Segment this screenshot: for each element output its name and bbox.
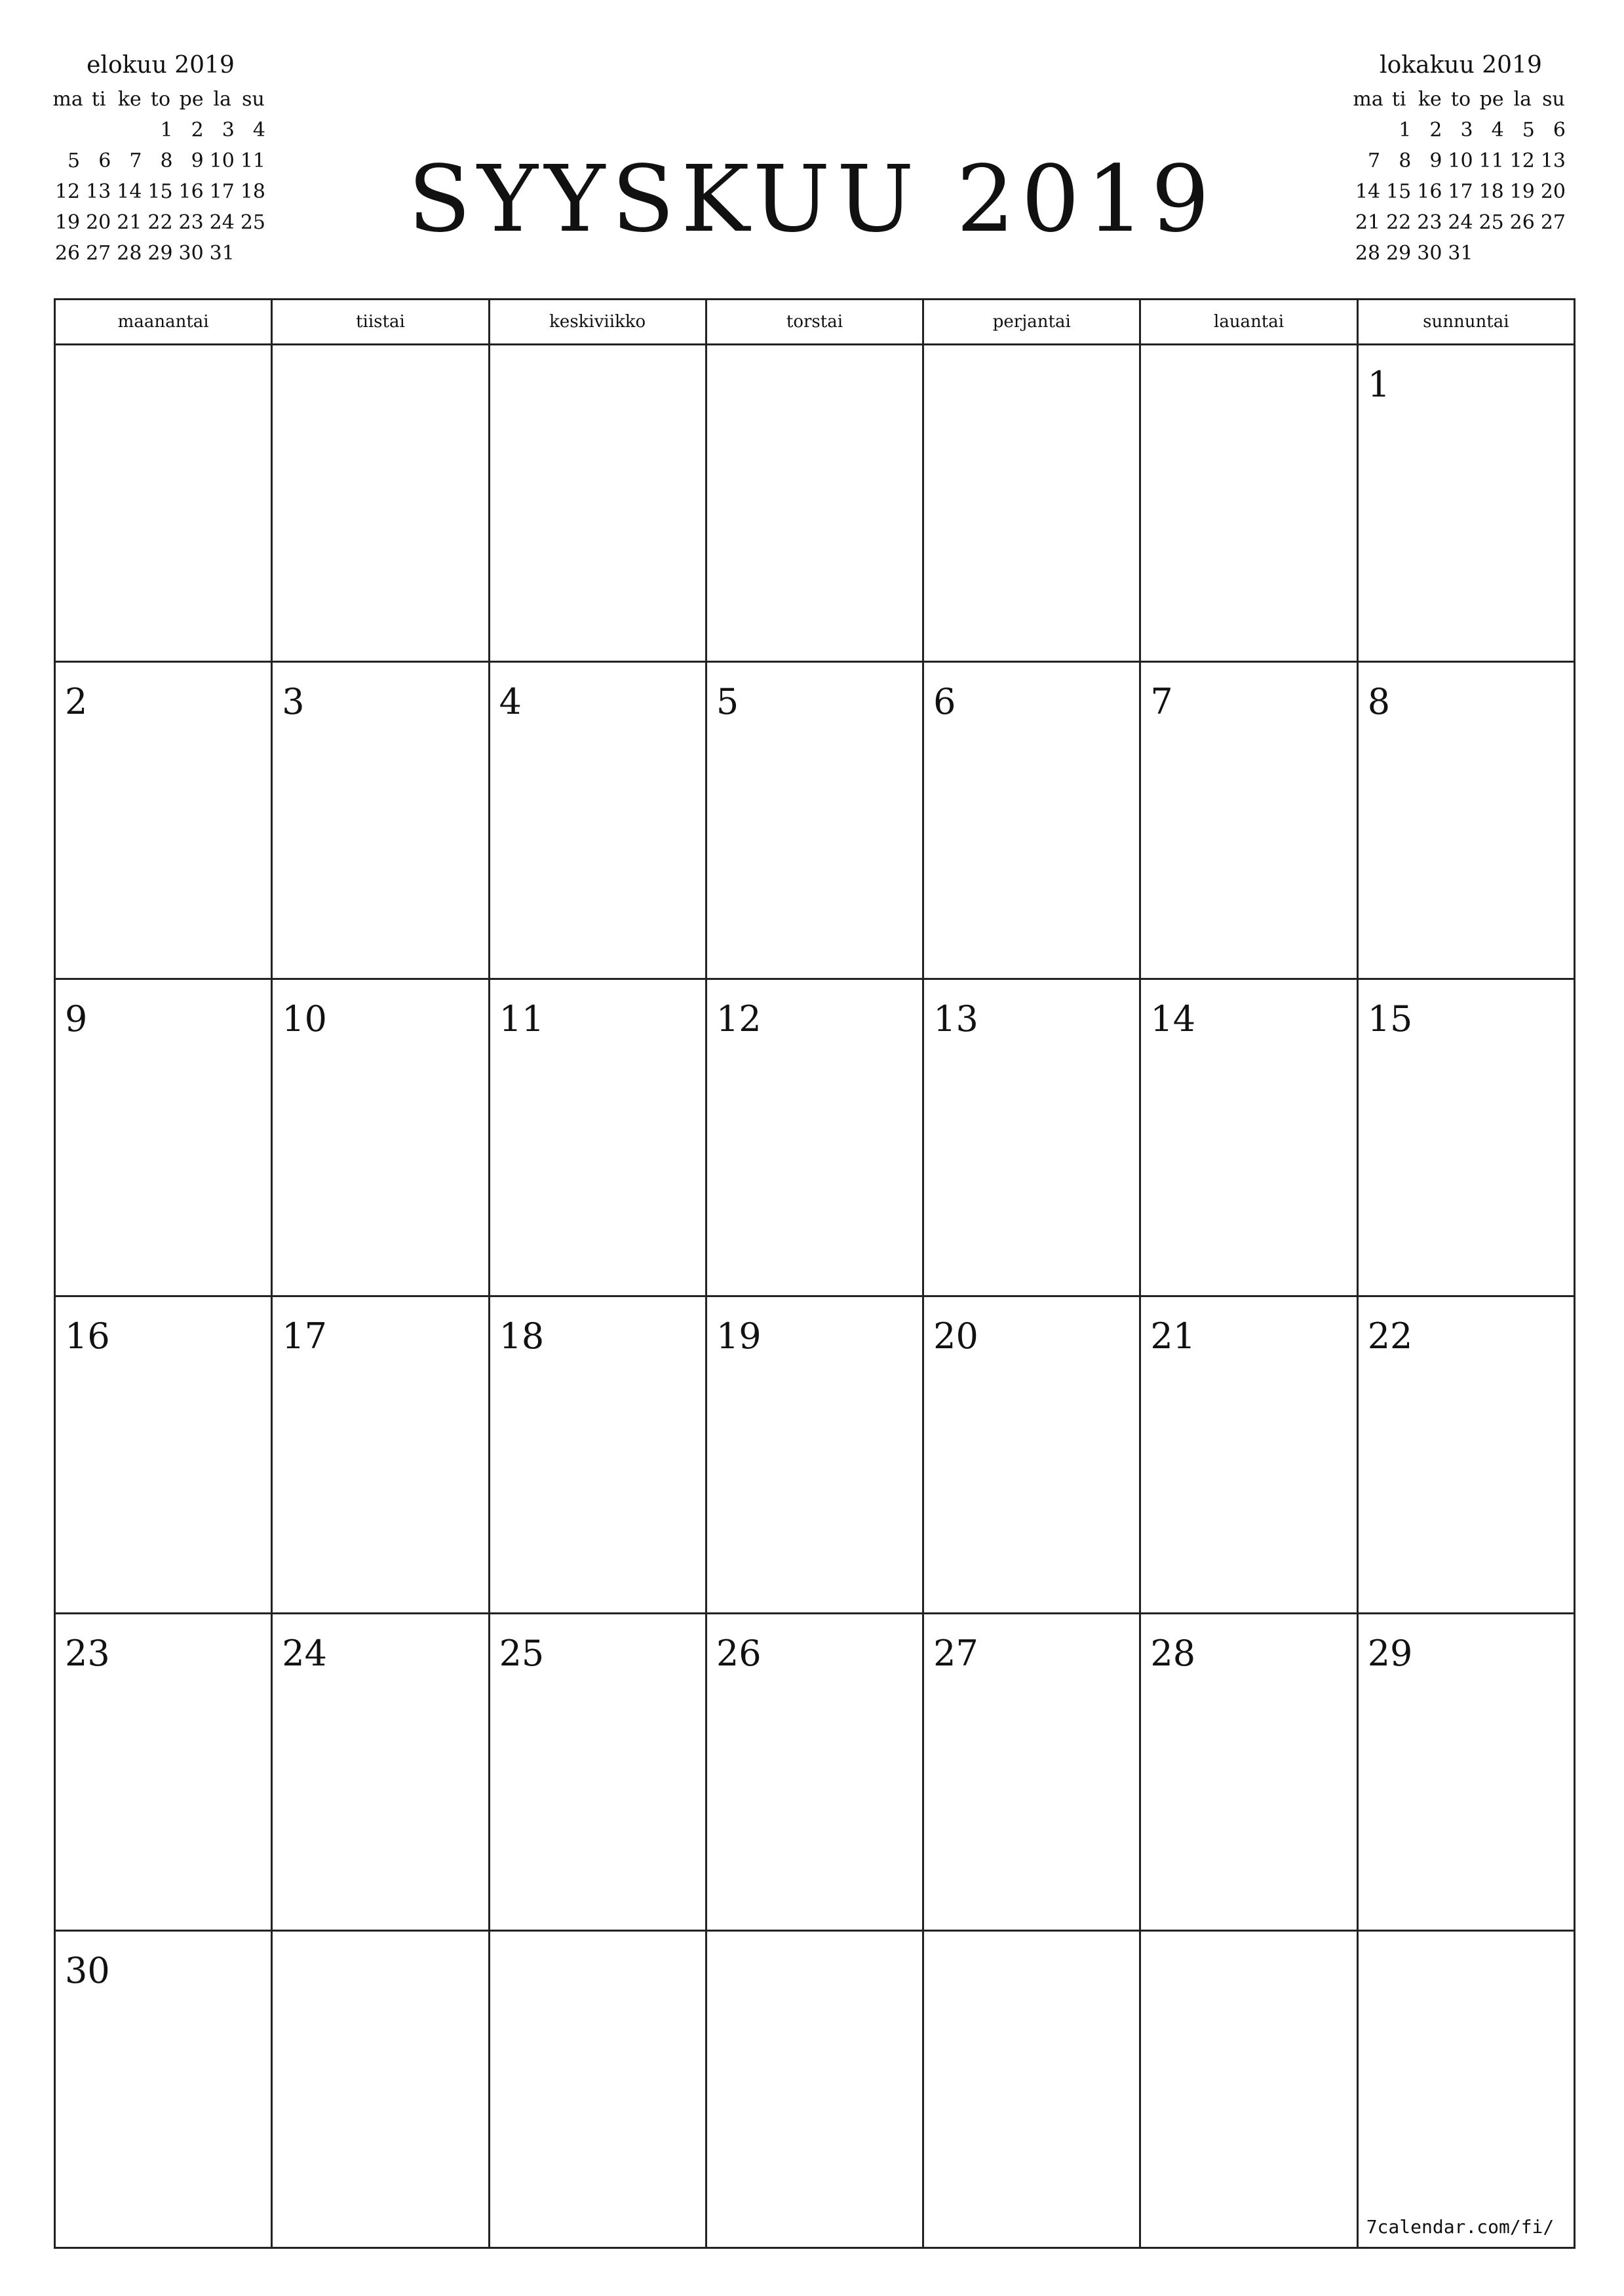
day-cell bbox=[1357, 1614, 1574, 1931]
day-number: 5 bbox=[716, 681, 739, 722]
mini-calendar-prev-day: 27 bbox=[86, 242, 111, 265]
day-cell bbox=[55, 1614, 272, 1931]
day-cell bbox=[489, 1931, 706, 2248]
mini-calendar-prev-day: 24 bbox=[209, 211, 235, 234]
day-number: 6 bbox=[933, 681, 956, 722]
day-number: 2 bbox=[65, 681, 88, 722]
mini-calendar-next-table bbox=[1353, 84, 1569, 269]
day-number: 25 bbox=[499, 1633, 545, 1674]
day-cell bbox=[272, 1614, 489, 1931]
mini-calendar-prev-day: 28 bbox=[117, 242, 142, 265]
day-cell bbox=[923, 662, 1140, 979]
mini-calendar-prev-day: 8 bbox=[160, 149, 173, 172]
week-row bbox=[55, 662, 1575, 979]
mini-calendar-prev-day: 3 bbox=[222, 119, 235, 142]
day-cell bbox=[1140, 1931, 1357, 2248]
day-number bbox=[1141, 1932, 1356, 1951]
day-cell bbox=[1140, 979, 1357, 1296]
mini-calendar-next-day bbox=[1507, 238, 1538, 269]
mini-calendar-next-day: 11 bbox=[1479, 149, 1504, 172]
mini-calendar-next-weekday-header: ti bbox=[1391, 88, 1406, 111]
mini-calendar-prev-day: 1 bbox=[160, 119, 173, 142]
mini-calendar-next-day: 19 bbox=[1509, 180, 1535, 203]
mini-calendar-prev-day: 21 bbox=[117, 211, 142, 234]
week-row bbox=[55, 979, 1575, 1296]
weekday-header: perjantai bbox=[923, 300, 1140, 345]
mini-calendar-next-weekday-header: to bbox=[1450, 88, 1471, 111]
mini-calendar-next-week-row bbox=[1353, 115, 1569, 146]
day-number: 9 bbox=[65, 998, 88, 1040]
day-cell bbox=[923, 345, 1140, 662]
mini-calendar-next-weekday-header: la bbox=[1513, 88, 1532, 111]
day-cell bbox=[1140, 1296, 1357, 1614]
mini-calendar-next-day: 12 bbox=[1509, 149, 1535, 172]
mini-calendar-next-day: 5 bbox=[1522, 119, 1535, 142]
day-number: 12 bbox=[716, 998, 762, 1040]
mini-calendar-next-day: 30 bbox=[1417, 242, 1442, 265]
day-cell bbox=[706, 1931, 923, 2248]
day-cell bbox=[1357, 662, 1574, 979]
day-number bbox=[273, 345, 488, 365]
day-cell bbox=[55, 345, 272, 662]
day-number bbox=[1141, 345, 1356, 365]
day-number: 24 bbox=[282, 1633, 327, 1674]
mini-calendar-next-week-row bbox=[1353, 238, 1569, 269]
mini-calendar-prev-title: elokuu 2019 bbox=[87, 52, 235, 79]
day-number: 18 bbox=[499, 1315, 545, 1357]
day-number: 16 bbox=[65, 1315, 110, 1357]
week-row bbox=[55, 345, 1575, 662]
day-number bbox=[924, 1932, 1139, 1951]
day-number: 27 bbox=[933, 1633, 978, 1674]
mini-calendar-prev-weekday-header: ti bbox=[91, 88, 106, 111]
day-number bbox=[707, 345, 922, 365]
mini-calendar-prev-day: 2 bbox=[191, 119, 204, 142]
mini-calendar-next-day: 1 bbox=[1399, 119, 1412, 142]
mini-calendar-next-day: 22 bbox=[1386, 211, 1412, 234]
mini-calendar-next-weekday-header: ke bbox=[1418, 88, 1442, 111]
day-number: 29 bbox=[1367, 1633, 1413, 1674]
day-number bbox=[490, 1932, 705, 1951]
day-cell bbox=[489, 662, 706, 979]
mini-calendar-next-day: 15 bbox=[1386, 180, 1412, 203]
day-cell bbox=[706, 1614, 923, 1931]
mini-calendar-next-day: 26 bbox=[1509, 211, 1535, 234]
mini-calendar-prev-weekday-header: su bbox=[242, 88, 265, 111]
mini-calendar-prev-day: 31 bbox=[209, 242, 235, 265]
mini-calendar-next-day: 4 bbox=[1491, 119, 1504, 142]
week-row bbox=[55, 1296, 1575, 1614]
mini-calendar-prev-day: 23 bbox=[178, 211, 204, 234]
day-number: 19 bbox=[716, 1315, 762, 1357]
month-grid bbox=[54, 298, 1576, 2249]
day-cell bbox=[489, 979, 706, 1296]
day-cell bbox=[923, 1296, 1140, 1614]
mini-calendar-next-weekday-header: ma bbox=[1353, 88, 1383, 111]
day-cell bbox=[489, 1296, 706, 1614]
mini-calendar-prev-day: 13 bbox=[86, 180, 111, 203]
mini-calendar-next-day: 18 bbox=[1479, 180, 1504, 203]
day-number bbox=[56, 345, 271, 365]
mini-calendar-prev-weekday-header: pe bbox=[179, 88, 204, 111]
mini-calendar-prev-day: 29 bbox=[147, 242, 173, 265]
day-number: 4 bbox=[499, 681, 522, 722]
mini-calendar-prev-day: 26 bbox=[54, 242, 81, 265]
mini-calendar-next bbox=[1353, 47, 1569, 269]
day-cell bbox=[1140, 662, 1357, 979]
day-cell bbox=[1140, 1614, 1357, 1931]
mini-calendar-prev-day: 7 bbox=[129, 149, 142, 172]
mini-calendar-next-day: 20 bbox=[1540, 180, 1566, 203]
day-cell bbox=[1357, 1931, 1574, 2248]
mini-calendar-next-day: 2 bbox=[1429, 119, 1442, 142]
mini-calendar-next-day: 14 bbox=[1355, 180, 1381, 203]
mini-calendar-prev-day: 15 bbox=[147, 180, 173, 203]
day-number bbox=[707, 1932, 922, 1951]
day-cell bbox=[272, 979, 489, 1296]
mini-calendar-next-week-row bbox=[1353, 207, 1569, 238]
day-cell bbox=[923, 1931, 1140, 2248]
mini-calendar-next-day bbox=[1353, 115, 1383, 146]
weekday-header: keskiviikko bbox=[489, 300, 706, 345]
day-number bbox=[273, 1932, 488, 1951]
day-cell bbox=[706, 345, 923, 662]
week-row bbox=[55, 1931, 1575, 2248]
mini-calendar-prev-day: 25 bbox=[240, 211, 265, 234]
mini-calendar-next-day: 6 bbox=[1553, 119, 1566, 142]
day-number bbox=[924, 345, 1139, 365]
mini-calendar-prev-day: 20 bbox=[86, 211, 111, 234]
day-cell bbox=[1357, 1296, 1574, 1614]
mini-calendar-next-day: 10 bbox=[1448, 149, 1473, 172]
mini-calendar-next-weekday-header: su bbox=[1542, 88, 1565, 111]
mini-calendar-next-day: 24 bbox=[1448, 211, 1473, 234]
day-cell bbox=[1140, 345, 1357, 662]
mini-calendar-next-day bbox=[1477, 238, 1507, 269]
weekday-header: maanantai bbox=[55, 300, 272, 345]
day-cell bbox=[706, 979, 923, 1296]
day-number: 21 bbox=[1150, 1315, 1196, 1357]
mini-calendar-next-day: 3 bbox=[1460, 119, 1473, 142]
day-number bbox=[1359, 1932, 1574, 1951]
mini-calendar-next-day: 8 bbox=[1399, 149, 1412, 172]
mini-calendar-next-day: 23 bbox=[1417, 211, 1442, 234]
site-credit: 7calendar.com/fi/ bbox=[1366, 2216, 1555, 2238]
day-cell bbox=[55, 662, 272, 979]
day-number: 14 bbox=[1150, 998, 1196, 1040]
weekday-header: torstai bbox=[706, 300, 923, 345]
mini-calendar-prev-day: 18 bbox=[240, 180, 265, 203]
mini-calendar-prev-day: 14 bbox=[117, 180, 142, 203]
mini-calendar-prev-weekday-header: la bbox=[213, 88, 232, 111]
weekday-header: tiistai bbox=[272, 300, 489, 345]
day-number bbox=[490, 345, 705, 365]
day-number: 3 bbox=[282, 681, 305, 722]
day-number: 10 bbox=[282, 998, 327, 1040]
mini-calendar-prev-day: 9 bbox=[191, 149, 204, 172]
day-number: 30 bbox=[65, 1950, 110, 1991]
mini-calendar-next-day: 7 bbox=[1368, 149, 1381, 172]
day-number: 1 bbox=[1367, 364, 1391, 405]
day-cell bbox=[489, 1614, 706, 1931]
mini-calendar-next-week-row bbox=[1353, 146, 1569, 176]
weekday-header: sunnuntai bbox=[1357, 300, 1574, 345]
mini-calendar-prev-day: 19 bbox=[54, 211, 81, 234]
mini-calendar-next-day bbox=[1538, 238, 1569, 269]
weekday-header: lauantai bbox=[1140, 300, 1357, 345]
day-number: 8 bbox=[1367, 681, 1391, 722]
mini-calendar-next-day: 28 bbox=[1355, 242, 1381, 265]
mini-calendar-prev-day: 5 bbox=[68, 149, 81, 172]
mini-calendar-next-day: 13 bbox=[1540, 149, 1566, 172]
mini-calendar-next-day: 29 bbox=[1386, 242, 1412, 265]
day-number: 26 bbox=[716, 1633, 762, 1674]
mini-calendar-prev-weekday-header: ke bbox=[117, 88, 142, 111]
day-number: 22 bbox=[1367, 1315, 1413, 1357]
day-cell bbox=[923, 979, 1140, 1296]
day-cell bbox=[489, 345, 706, 662]
mini-calendar-prev-day: 12 bbox=[54, 180, 81, 203]
day-cell bbox=[272, 345, 489, 662]
mini-calendar-prev-day: 30 bbox=[178, 242, 204, 265]
mini-calendar-next-title: lokakuu 2019 bbox=[1380, 52, 1542, 79]
mini-calendar-next-day: 9 bbox=[1429, 149, 1442, 172]
mini-calendar-prev-day: 16 bbox=[178, 180, 204, 203]
mini-calendar-prev-day: 6 bbox=[98, 149, 111, 172]
day-cell bbox=[272, 662, 489, 979]
day-cell bbox=[272, 1931, 489, 2248]
day-cell bbox=[55, 1931, 272, 2248]
mini-calendar-prev-day: 4 bbox=[252, 119, 265, 142]
mini-calendar-prev-day: 10 bbox=[209, 149, 235, 172]
day-cell bbox=[706, 1296, 923, 1614]
day-number: 7 bbox=[1150, 681, 1173, 722]
day-number: 23 bbox=[65, 1633, 110, 1674]
page-title: SYYSKUU 2019 bbox=[408, 146, 1216, 253]
mini-calendar-next-day: 27 bbox=[1540, 211, 1566, 234]
day-cell bbox=[706, 662, 923, 979]
mini-calendar-next-day: 17 bbox=[1448, 180, 1473, 203]
mini-calendar-prev-weekday-header: ma bbox=[52, 88, 83, 111]
day-number: 13 bbox=[933, 998, 978, 1040]
mini-calendar-prev-day: 11 bbox=[240, 149, 265, 172]
mini-calendar-prev-day: 22 bbox=[147, 211, 173, 234]
day-cell bbox=[55, 979, 272, 1296]
mini-calendar-next-day: 21 bbox=[1355, 211, 1381, 234]
day-number: 15 bbox=[1367, 998, 1413, 1040]
mini-calendar-next-day: 16 bbox=[1417, 180, 1442, 203]
mini-calendar-prev-day: 17 bbox=[209, 180, 235, 203]
week-row bbox=[55, 1614, 1575, 1931]
day-number: 28 bbox=[1150, 1633, 1196, 1674]
mini-calendar-next-day: 31 bbox=[1448, 242, 1473, 265]
day-number: 17 bbox=[282, 1315, 327, 1357]
day-cell bbox=[1357, 345, 1574, 662]
day-number: 11 bbox=[499, 998, 545, 1040]
day-cell bbox=[923, 1614, 1140, 1931]
mini-calendar-next-week-row bbox=[1353, 176, 1569, 207]
day-cell bbox=[272, 1296, 489, 1614]
day-cell bbox=[1357, 979, 1574, 1296]
mini-calendar-next-day: 25 bbox=[1479, 211, 1504, 234]
mini-calendar-prev-weekday-header: to bbox=[150, 88, 171, 111]
day-number: 20 bbox=[933, 1315, 978, 1357]
day-cell bbox=[55, 1296, 272, 1614]
mini-calendar-next-weekday-header: pe bbox=[1479, 88, 1504, 111]
